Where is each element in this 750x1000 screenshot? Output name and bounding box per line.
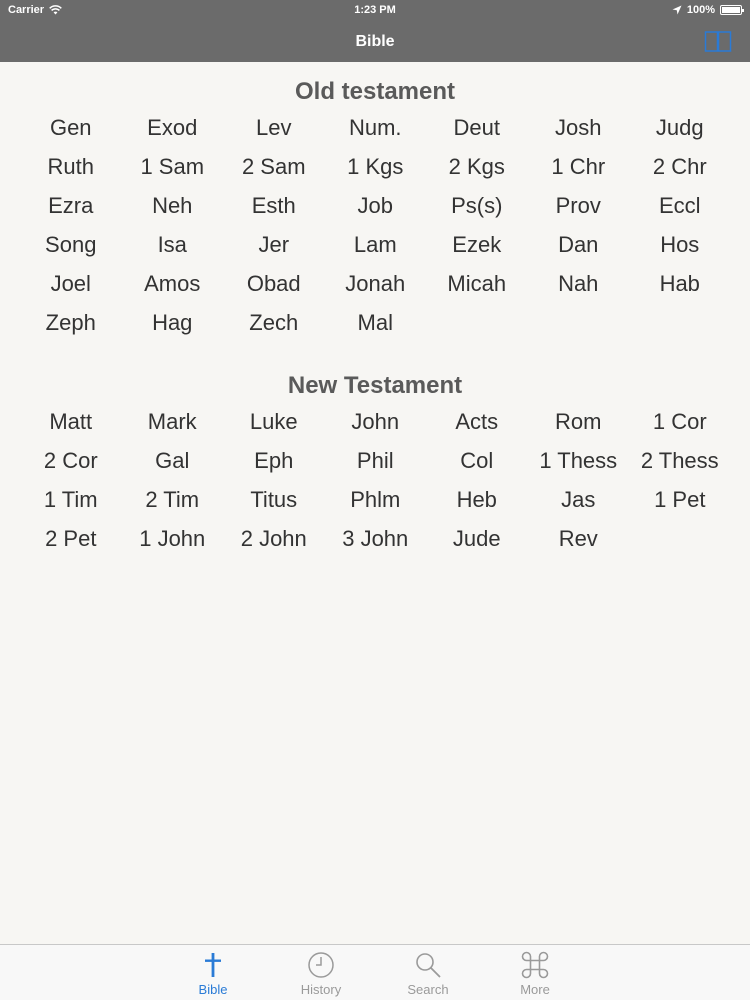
book-item[interactable]: Phlm [350, 487, 401, 512]
book-item[interactable]: Dan [558, 232, 599, 257]
tab-label: History [300, 982, 342, 997]
book-item[interactable]: Micah [447, 271, 507, 296]
book-item[interactable]: Phil [356, 448, 394, 473]
book-item[interactable]: Jas [561, 487, 596, 512]
book-item[interactable]: Col [460, 448, 494, 473]
book-item[interactable]: 1 Sam [140, 154, 205, 179]
book-item[interactable]: 2 John [240, 526, 307, 551]
old-testament-grid [0, 108, 750, 342]
books-content [0, 62, 750, 558]
new-testament-grid [0, 402, 750, 558]
carrier-label: Carrier [8, 4, 45, 16]
book-item[interactable]: Esth [251, 193, 296, 218]
tab-search[interactable] [378, 945, 478, 1000]
tab-history[interactable] [271, 945, 371, 1000]
new-testament-title: New Testament [287, 372, 463, 399]
book-item[interactable]: Amos [144, 271, 201, 296]
book-item[interactable]: Rev [558, 526, 598, 551]
book-item[interactable]: John [351, 409, 400, 434]
book-item[interactable]: Lev [256, 115, 292, 140]
book-item[interactable]: 1 Pet [654, 487, 706, 512]
book-item[interactable]: 1 Thess [539, 448, 618, 473]
book-item[interactable]: Eph [254, 448, 294, 473]
book-item[interactable]: Mal [357, 310, 393, 335]
book-item[interactable]: 2 Cor [43, 448, 98, 473]
clock-icon [307, 951, 335, 979]
book-item[interactable]: Joel [50, 271, 91, 296]
book-item[interactable]: 1 Kgs [347, 154, 404, 179]
tab-bar [0, 944, 750, 1000]
book-item[interactable]: Isa [157, 232, 187, 257]
book-item[interactable]: Luke [249, 409, 298, 434]
tab-label: Bible [198, 982, 228, 997]
command-icon [521, 951, 549, 979]
tab-bible[interactable] [163, 945, 263, 1000]
book-item[interactable]: 2 Sam [241, 154, 306, 179]
cross-icon [199, 951, 227, 979]
book-item[interactable]: Num. [348, 115, 402, 140]
book-item[interactable]: Josh [555, 115, 602, 140]
book-item[interactable]: Jude [452, 526, 501, 551]
book-item[interactable]: Zech [249, 310, 299, 335]
book-item[interactable]: Deut [453, 115, 500, 140]
book-item[interactable]: Song [45, 232, 97, 257]
book-item[interactable]: Hag [152, 310, 193, 335]
book-item[interactable]: Eccl [658, 193, 701, 218]
book-item[interactable]: Neh [152, 193, 193, 218]
book-item[interactable]: Hos [660, 232, 700, 257]
book-item[interactable]: 2 Chr [652, 154, 707, 179]
book-item[interactable]: Acts [455, 409, 499, 434]
tab-label: Search [407, 982, 449, 997]
book-item[interactable]: Job [357, 193, 393, 218]
page-title: Bible [355, 33, 395, 50]
book-item[interactable]: 2 Pet [45, 526, 97, 551]
tab-more[interactable] [485, 945, 585, 1000]
open-book-icon[interactable] [704, 30, 732, 54]
book-item[interactable]: Heb [456, 487, 497, 512]
book-item[interactable]: 1 Chr [551, 154, 606, 179]
book-item[interactable]: 2 Tim [145, 487, 200, 512]
book-item[interactable]: 1 Tim [43, 487, 98, 512]
book-item[interactable]: 2 Thess [640, 448, 719, 473]
book-item[interactable]: Matt [49, 409, 93, 434]
book-item[interactable]: 2 Kgs [448, 154, 505, 179]
book-item[interactable]: Mark [147, 409, 197, 434]
book-item[interactable]: Nah [558, 271, 599, 296]
book-item[interactable]: Ezek [452, 232, 502, 257]
book-item[interactable]: Rom [555, 409, 602, 434]
old-testament-title: Old testament [294, 78, 456, 105]
book-item[interactable]: Obad [246, 271, 301, 296]
search-icon [414, 951, 442, 979]
book-item[interactable]: 1 Cor [652, 409, 707, 434]
book-item[interactable]: Exod [147, 115, 198, 140]
battery-percent: 100% [686, 4, 715, 16]
book-item[interactable]: Jonah [345, 271, 406, 296]
battery-icon [720, 5, 742, 15]
status-time: 1:23 PM [354, 4, 396, 16]
book-item[interactable]: Hab [659, 271, 700, 296]
book-item[interactable]: Titus [250, 487, 298, 512]
book-item[interactable]: Gen [49, 115, 92, 140]
book-item[interactable]: Gal [155, 448, 190, 473]
tab-label: More [520, 982, 550, 997]
location-arrow-icon [672, 5, 682, 15]
book-item[interactable]: Ruth [47, 154, 94, 179]
book-item[interactable]: Judg [655, 115, 704, 140]
status-bar [0, 0, 750, 22]
status-right [672, 4, 742, 16]
book-item[interactable]: 1 John [139, 526, 206, 551]
book-item[interactable]: Jer [258, 232, 290, 257]
book-item[interactable]: Lam [353, 232, 397, 257]
book-item[interactable]: Ps(s) [451, 193, 503, 218]
book-item[interactable]: 3 John [342, 526, 409, 551]
book-item[interactable]: Zeph [45, 310, 96, 335]
navigation-bar [0, 22, 750, 62]
book-item[interactable]: Ezra [48, 193, 94, 218]
book-item[interactable]: Prov [555, 193, 601, 218]
